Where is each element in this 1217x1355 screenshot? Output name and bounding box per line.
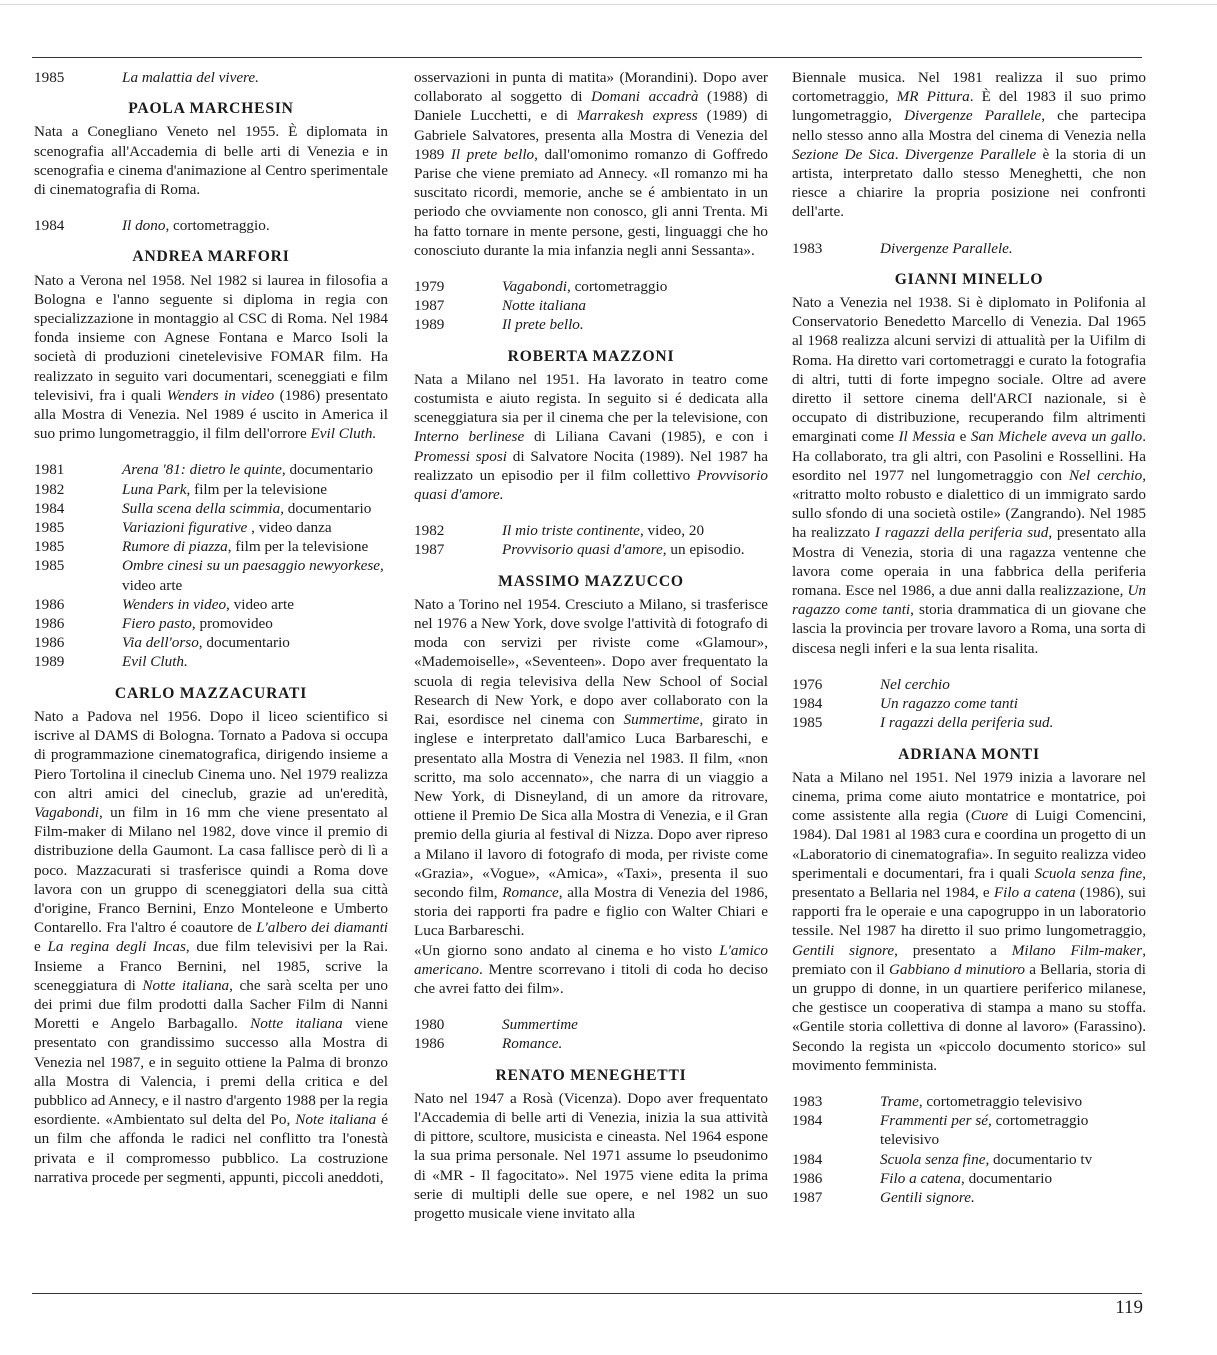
filmography-entry: [34, 518, 388, 537]
filmography-list: [414, 521, 768, 559]
filmography-entry: [792, 1150, 1146, 1169]
entry-title: Il mio triste continente, video, 20: [502, 522, 705, 540]
entry-year: 1981: [34, 461, 65, 479]
entry-year: 1987: [414, 297, 445, 315]
entry-title: Via dell'orso, documentario: [122, 634, 290, 652]
filmography-list: [34, 460, 388, 671]
entry-year: 1985: [34, 69, 65, 86]
entry-year: 1987: [414, 541, 445, 559]
page-number: 119: [1115, 1297, 1143, 1318]
entry-year: 1980: [414, 1016, 445, 1034]
filmography-entry: [792, 675, 1146, 694]
filmography-entry: [414, 1034, 768, 1053]
biography-paragraph: Nato a Venezia nel 1938. Si è diplomato in Polifonia al Conservatorio Benedetto Marcello di Venezia. Dal 1965 al 1968 realizza alcuni servizi di attualità per la Uifilm di Roma. Ha diretto vari cortometraggi e curato la fotografia di altri, tutti di forte impegno sociale. Oltre ad avere diretto il settore cinema dell'ARCI nazionale, si è occupato di distribuzione, recuperando film altrimenti emarginati come Il Messia e San Michele aveva un gallo. Ha collaborato, tra gli altri, con Pasolini e Rossellini. Ha esordito nel 1977 nel lungometraggio con Nel cerchio, «ritratto molto robusto e dialettico di un immigrato sardo sullo sfondo di una società ostile» (Zangrando). Nel 1985 ha realizzato I ragazzi della periferia sud, presentato alla Mostra di Venezia, storia di una ragazza ventenne che lavora come operaia in una fabbrica della periferia romana. Esce nel 1986, a due anni dalla realizzazione, Un ragazzo come tanti, storia drammatica di un giovane che lascia la provincia per trovare lavoro a Roma, una sorta di discesa negli inferi e la sua lenta risalita.: [792, 294, 1146, 657]
filmography-entry: [34, 480, 388, 499]
header-rule: [32, 57, 1142, 58]
filmography-list: [34, 68, 388, 87]
entry-title: Wenders in video, video arte: [122, 595, 294, 613]
filmography-entry: [414, 540, 768, 559]
biography-paragraph: osservazioni in punta di matita» (Morandini). Dopo aver collaborato al soggetto di Domani accadrà (1988) di Daniele Lucchetti, e di Marrakesh express (1989) di Gabriele Salvatores, presenta alla Mostra di Venezia del 1989 Il prete bello, dall'omonimo romanzo di Goffredo Parise che viene premiato ad Annecy. «Il romanzo mi ha suscitato ricordi, memorie, anche se é ambientato in un periodo che ovviamente non conosco, gli anni Trenta. Mi ha fatto tornare in mente persone, gesti, linguaggi che ho conosciuto durante la mia infanzia negli anni Sessanta».: [414, 69, 768, 259]
filmography-entry: [34, 499, 388, 518]
filmography-entry: [34, 537, 388, 556]
entry-year: 1984: [792, 695, 823, 713]
filmography-entry: [792, 694, 1146, 713]
filmography-entry: [414, 296, 768, 315]
entry-title: Provvisorio quasi d'amore, un episodio.: [502, 541, 745, 559]
entry-title: Luna Park, film per la televisione: [122, 480, 327, 498]
filmography-list: [792, 239, 1146, 258]
entry-title: Romance.: [502, 1035, 563, 1053]
filmmaker-name: GIANNI MINELLO: [894, 270, 1044, 288]
filmmaker-name: ADRIANA MONTI: [898, 745, 1040, 763]
filmmaker-name: ANDREA MARFORI: [132, 248, 290, 266]
text-column-2: [414, 68, 768, 1223]
filmography-entry: [34, 633, 388, 652]
entry-title: La malattia del vivere.: [122, 69, 259, 86]
filmography-entry: [414, 1015, 768, 1034]
filmmaker-name: RENATO MENEGHETTI: [495, 1066, 687, 1084]
entry-year: 1984: [792, 1112, 823, 1130]
entry-title: I ragazzi della periferia sud.: [880, 714, 1054, 732]
entry-title: Sulla scena della scimmia, documentario: [122, 499, 372, 517]
entry-title: Arena '81: dietro le quinte, documentario: [122, 461, 373, 479]
filmography-entry: [792, 239, 1146, 258]
entry-title: Variazioni figurative , video danza: [122, 519, 332, 537]
filmography-list: [792, 675, 1146, 733]
entry-year: 1989: [414, 316, 445, 334]
filmography-list: [792, 1092, 1146, 1207]
biography-paragraph: Nata a Milano nel 1951. Nel 1979 inizia a lavorare nel cinema, prima come aiuto montatrice e montatrice, poi come assistente alla regia (Cuore di Luigi Comencini, 1984). Dal 1981 al 1983 cura e coordina un progetto di un «Laboratorio di cinematografia». In seguito realizza video sperimentali e documentari, fra i quali Scuola senza fine, presentato a Bellaria nel 1984, e Filo a catena (1986), sui rapporti fra le operaie e una capogruppo in un laboratorio tessile. Nel 1987 ha diretto il suo primo lungometraggio, Gentili signore, presentato a Milano Film-maker, premiato con il Gabbiano d minutioro a Bellaria, storia di un gruppo di donne, in un quartiere periferico milanese, che gestisce un cooperativa di stampa a mano su stoffa. «Gentile storia collettiva di donne al lavoro» (Farassino). Secondo la regista un «piccolo documento storico» sul movimento femminista.: [792, 768, 1146, 1074]
filmography-entry: [34, 216, 388, 235]
filmography-entry: [34, 614, 388, 633]
filmography-entry: [34, 68, 388, 87]
entry-title: Filo a catena, documentario: [880, 1169, 1053, 1187]
entry-title: Rumore di piazza, film per la televisione: [122, 538, 369, 556]
entry-title: Il dono, cortometraggio.: [122, 217, 270, 235]
filmography-list: [34, 216, 388, 235]
filmography-entry: [414, 277, 768, 296]
filmmaker-name: ROBERTA MAZZONI: [507, 347, 675, 365]
filmmaker-name: PAOLA MARCHESIN: [128, 100, 294, 118]
filmmaker-name: CARLO MAZZACURATI: [114, 684, 308, 702]
entry-title: Scuola senza fine, documentario tv: [880, 1150, 1093, 1168]
entry-year: 1976: [792, 675, 823, 693]
filmography-entry: [34, 595, 388, 614]
entry-title: Fiero pasto, promovideo: [122, 615, 273, 633]
biography-paragraph: Nata a Milano nel 1951. Ha lavorato in teatro come costumista e aiuto regista. In seguito si é dedicata alla sceneggiatura sia per il cinema che per la televisione, con Interno berlinese di Liliana Cavani (1985), e con i Promessi sposi di Salvatore Nocita (1989). Nel 1987 ha realizzato un episodio per il film collettivo Provvisorio quasi d'amore.: [414, 370, 769, 504]
filmography-entry: [34, 652, 388, 671]
entry-year: 1989: [34, 653, 65, 671]
entry-year: 1985: [34, 538, 65, 556]
entry-title: Notte italiana: [502, 297, 586, 315]
entry-year: 1982: [34, 480, 65, 498]
filmography-entry: [792, 1169, 1146, 1188]
entry-year: 1979: [414, 278, 445, 296]
entry-year: 1987: [792, 1188, 823, 1206]
entry-year: 1985: [34, 519, 65, 537]
entry-title: Divergenze Parallele.: [880, 239, 1013, 257]
entry-title: Il prete bello.: [502, 316, 584, 334]
footer-rule: [32, 1293, 1142, 1294]
entry-year: 1985: [792, 714, 823, 732]
entry-year: 1986: [34, 634, 65, 652]
filmography-entry: [792, 1111, 1146, 1149]
entry-title: Un ragazzo come tanti: [880, 695, 1018, 713]
entry-year: 1985: [34, 557, 65, 575]
entry-year: 1986: [34, 595, 65, 613]
entry-title: Vagabondi, cortometraggio: [502, 278, 668, 296]
filmography-entry: [34, 556, 388, 594]
biography-paragraph: Nata a Conegliano Veneto nel 1955. È diplomata in scenografia all'Accademia di belle arti di Venezia e in scenografia e cinema d'animazione al Centro sperimentale di cinematografia di Roma.: [34, 123, 388, 199]
filmography-entry: [414, 521, 768, 540]
text-column-3: [792, 68, 1146, 1219]
entry-title: Ombre cinesi su un paesaggio newyorkese, video arte: [122, 557, 384, 594]
entry-title: Frammenti per sé, cortometraggio televisivo: [880, 1112, 1089, 1149]
entry-year: 1986: [34, 615, 65, 633]
entry-year: 1986: [414, 1035, 445, 1053]
entry-title: Gentili signore.: [880, 1188, 975, 1206]
entry-year: 1986: [792, 1169, 823, 1187]
entry-year: 1984: [792, 1150, 823, 1168]
filmography-entry: [792, 713, 1146, 732]
biography-paragraph: Nato nel 1947 a Rosà (Vicenza). Dopo aver frequentato l'Accademia di belle arti di Venezia, inizia la sua attività di pittore, scultore, musicista e cineasta. Nel 1964 espone la sua prima personale. Nel 1971 assume lo pseudonimo di «MR - Il fagocitato». Nel 1975 viene edita la prima serie di multipli delle sue opere, e nel 1982 un suo progetto musicale viene invitato alla: [414, 1089, 768, 1222]
filmography-entry: [414, 315, 768, 334]
filmography-entry: [792, 1188, 1146, 1207]
biography-paragraph: Biennale musica. Nel 1981 realizza il suo primo cortometraggio, MR Pittura. È del 1983 il suo primo lungometraggio, Divergenze Parallele, che partecipa nello stesso anno alla Mostra del cinema di Venezia nella Sezione De Sica. Divergenze Parallele è la storia di un artista, interpretato dallo stesso Meneghetti, che non riesce a chiarire la propria posizione nei confronti dell'arte.: [792, 69, 1146, 221]
entry-year: 1983: [792, 1092, 823, 1110]
text-column-1: [34, 68, 388, 1187]
entry-year: 1983: [792, 239, 823, 257]
entry-title: Trame, cortometraggio televisivo: [880, 1092, 1083, 1110]
entry-year: 1982: [414, 522, 445, 540]
entry-year: 1984: [34, 217, 65, 235]
biography-paragraph: Nato a Verona nel 1958. Nel 1982 si laurea in filosofia a Bologna e l'anno seguente si diploma in regia con specializzazione in montaggio al CSC di Roma. Nel 1984 fonda insieme con Agnese Fontana e Marco Isoli la società di produzioni cinetelevisive FOMAR film. Ha realizzato in seguito vari documentari, sceneggiati e film televisivi, fra i quali Wenders in video (1986) presentato alla Mostra di Venezia. Nel 1989 é uscito in America il suo primo lungometraggio, il film dell'orrore Evil Cluth.: [34, 271, 389, 443]
entry-year: 1984: [34, 499, 65, 517]
entry-title: Summertime: [502, 1016, 578, 1034]
filmography-entry: [34, 460, 388, 479]
filmography-list: [414, 277, 768, 335]
biography-paragraph: Nato a Padova nel 1956. Dopo il liceo scientifico si iscrive al DAMS di Bologna. Tornato a Padova si occupa di programmazione cinematografica, dirigendo insieme a Piero Tortolina il cineclub Cinema uno. Nel 1979 realizza con altri amici del cineclub, grazie ad un'eredità, Vagabondi, un film in 16 mm che viene presentato al Film-maker di Milano nel 1982, dove vince il premio di distribuzione della Gaumont. La casa fallisce però di lì a poco. Mazzacurati si trasferisce quindi a Roma dove lavora con un gruppo di sceneggiatori della sua città d'origine, Franco Bernini, Enzo Monteleone e Umberto Contarello. Fra l'altro é coautore de L'albero dei diamanti e La regina degli Incas, due film televisivi per la Rai. Insieme a Franco Bernini, nel 1985, scrive la sceneggiatura di Notte italiana, che sarà scelta per uno dei primi due film prodotti dalla Sacher Film di Nanni Moretti e Angelo Barbagallo. Notte italiana viene presentato con grandissimo successo alla Mostra di Venezia nel 1987, e in seguito ottiene la Palma di bronzo alla Mostra di Valencia, i premi della critica e del pubblico ad Annecy, e il nastro d'argento 1988 per la regia esordiente. «Ambientato sul delta del Po, Note italiana é un film che affonda le radici nel conflitto tra l'onestà privata e il compromesso pubblico. La costruzione narrativa procede per segmenti, appunti, piccoli aneddoti,: [34, 707, 389, 1186]
scan-edge-line: [0, 4, 1217, 5]
biography-paragraph: Nato a Torino nel 1954. Cresciuto a Milano, si trasferisce nel 1976 a New York, dove svolge l'attività di fotografo di moda con servizi per riviste come «Glamour», «Mademoiselle», «Seventeen». Dopo aver frequentato la scuola di regia televisiva della New School of Social Research di New York, e dopo aver collaborato con la Rai, esordisce nel cinema con Summertime, girato in inglese e interpretato dall'amico Luca Barbareschi, e presentato alla Mostra di Venezia nel 1983. Il film, «non scritto, ma solo accennato», che narra di un viaggio a New York, di Disneyland, di un amore da ritrovare, ottiene il Premio De Sica alla Mostra di Venezia, e il Gran premio della giuria al festival di Nizza. Dopo aver ripreso a Milano il lavoro di fotografo di moda, per riviste come «Grazia», «Vogue», «Amica», «Taxi», presenta il suo secondo film, Romance, alla Mostra di Venezia del 1986, storia dei rapporti fra padre e figlio con Walter Chiari e Luca Barbareschi. «Un giorno sono andato al cinema e ho visto L'amico americano. Mentre scorrevano i titoli di coda ho deciso che avrei fatto dei film».: [414, 595, 768, 997]
entry-title: Evil Cluth.: [122, 653, 188, 671]
filmmaker-name: MASSIMO MAZZUCCO: [498, 572, 684, 590]
entry-title: Nel cerchio: [880, 675, 950, 693]
filmography-entry: [792, 1092, 1146, 1111]
filmography-list: [414, 1015, 768, 1053]
